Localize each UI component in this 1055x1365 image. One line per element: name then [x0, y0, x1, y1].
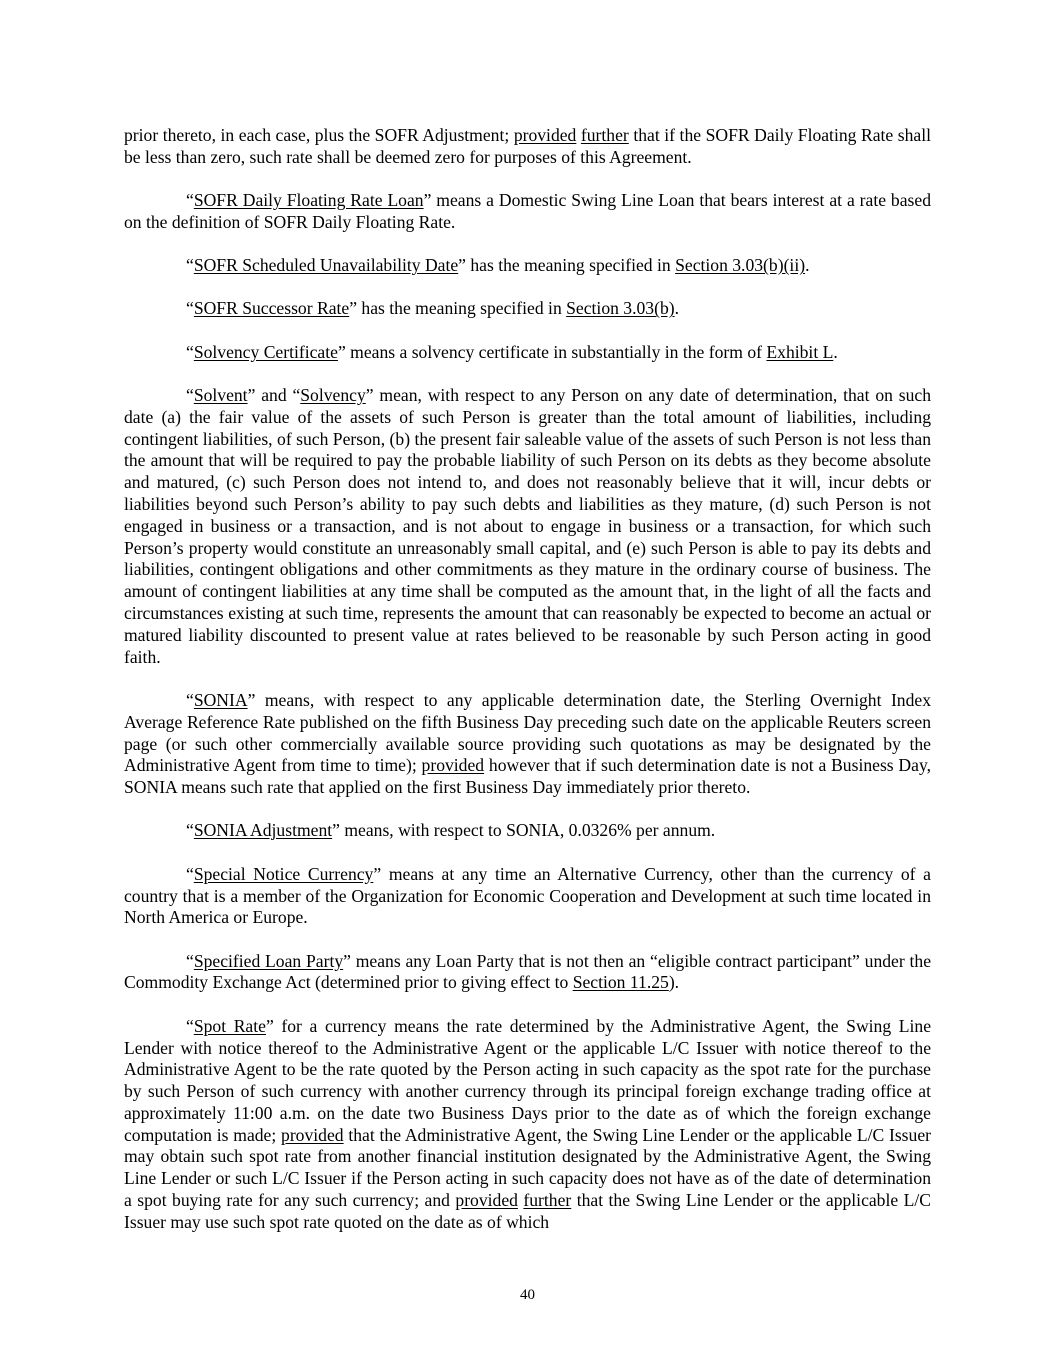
- text-run: that the Administrative Agent, the Swing Line Lender or the applicable L/C Issuer may obtain such spot rate from another financial institution designated by the Administrative Agent, the Swing Line Lender or such L/C Issuer if the Person acting in such capacity does not have as of the date of determination a spot buying rate for any such currency; and: [124, 1124, 931, 1211]
- underlined-term: Solvency: [300, 385, 366, 406]
- text-run: .: [805, 255, 810, 276]
- text-run: that the Swing Line Lender or the applicable L/C Issuer may use such spot rate quoted on the date as of which: [124, 1190, 931, 1232]
- definition-paragraph-special-notice-currency: [124, 864, 931, 929]
- text-run: ” means, with respect to any applicable determination date, the Sterling Overnight Index Average Reference Rate published on the fifth Business Day preceding such date on the applicable Reuters screen page (or such other commercially available source providing such quotations as may be designated by the Administrative Agent from time to time);: [124, 689, 931, 776]
- text-run: ” means at any time an Alternative Currency, other than the currency of a country that is a member of the Organization for Economic Cooperation and Development at such time located in North America or Europe.: [124, 863, 931, 928]
- text-run: ” and “: [247, 385, 301, 406]
- text-run: .: [674, 298, 680, 319]
- definition-paragraph-spot-rate: [124, 1016, 931, 1234]
- underlined-term: SOFR Successor Rate: [193, 298, 350, 319]
- underlined-term: provided: [421, 755, 485, 776]
- text-run: “: [186, 689, 194, 710]
- definition-paragraph-sofr-daily-floating-rate-loan: [124, 190, 931, 234]
- underlined-term: Solvency Certificate: [193, 341, 338, 362]
- text-run: “: [186, 820, 194, 841]
- definition-paragraph-sonia-adjustment: [124, 820, 931, 842]
- definition-paragraph-solvency-certificate: [124, 342, 931, 364]
- text-run: that if the SOFR Daily Floating Rate shall be less than zero, such rate shall be deemed zero for purposes of this Agreement.: [124, 125, 931, 167]
- definition-paragraph-solvent: [124, 385, 931, 668]
- text-run: ” means a Domestic Swing Line Loan that bears interest at a rate based on the definition of SOFR Daily Floating Rate.: [124, 190, 931, 232]
- text-run: ” has the meaning specified in: [349, 298, 567, 319]
- underlined-term: Section 3.03(b)(ii): [675, 255, 806, 276]
- underlined-term: Section 11.25: [572, 972, 669, 993]
- underlined-term: provided: [455, 1190, 518, 1211]
- definition-paragraph-specified-loan-party: [124, 951, 931, 995]
- text-run: “: [186, 341, 194, 362]
- text-run: .: [833, 341, 838, 362]
- text-run: ).: [668, 972, 680, 993]
- underlined-term: SONIA: [193, 689, 248, 710]
- underlined-term: further: [580, 125, 629, 145]
- text-run: “: [186, 190, 194, 211]
- underlined-term: Section 3.03(b): [566, 298, 675, 319]
- text-run: “: [186, 255, 194, 276]
- text-run: “: [186, 950, 194, 971]
- underlined-term: SOFR Scheduled Unavailability Date: [193, 255, 459, 276]
- text-run: however that if such determination date is not a Business Day, SONIA means such rate that applied on the first Business Day immediately prior thereto.: [124, 755, 931, 798]
- underlined-term: provided: [513, 125, 577, 145]
- text-run: ” means a solvency certificate in substantially in the form of: [337, 341, 767, 362]
- underlined-term: SOFR Daily Floating Rate Loan: [193, 190, 424, 211]
- text-run: prior thereto, in each case, plus the SOFR Adjustment;: [124, 125, 514, 145]
- underlined-term: Solvent: [193, 385, 248, 406]
- page-number: 40: [520, 1287, 535, 1303]
- text-run: ” mean, with respect to any Person on any date of determination, that on such date (a) the fair value of the assets of such Person is greater than the total amount of liabilities, including contingent liabilities, of such Person, (b) the present fair saleable value of the assets of such Person is not less than the amount that will be required to pay the probable liability of such Person on its debts as they become absolute and matured, (c) such Person does not intend to, and does not reasonably believe that it will, incur debts or liabilities beyond such Person’s ability to pay such debts and liabilities as they mature, (d) such Person is not engaged in business or a transaction, and is not about to engage in business or a transaction, for which such Person’s property would constitute an unreasonably small capital, and (e) such Person is able to pay its debts and liabilities, contingent obligations and other commitments as they mature in the ordinary course of business. The amount of contingent liabilities at any time shall be computed as the amount that, in the light of all the facts and circumstances existing at such time, represents the amount that can reasonably be expected to become an actual or matured liability discounted to present value at rates believed to be reasonable by such Person acting in good faith.: [124, 385, 931, 667]
- text-run: “: [186, 863, 194, 884]
- text-run: ” for a currency means the rate determined by the Administrative Agent, the Swing Line Lender with notice thereof to the Administrative Agent or the applicable L/C Issuer with notice thereof to the Administrative Agent to be the rate quoted by the Person acting in such capacity as the spot rate for the purchase by such Person of such currency with another currency through its principal foreign exchange trading office at approximately 11:00 a.m. on the date two Business Days prior to the date as of which the foreign exchange computation is made;: [124, 1015, 932, 1145]
- text-run: ” has the meaning specified in: [458, 255, 676, 276]
- underlined-term: Specified Loan Party: [193, 950, 344, 971]
- document-body: [124, 125, 931, 1255]
- definition-paragraph-sofr-daily-floating-rate-cont: [124, 125, 931, 169]
- underlined-term: Spot Rate: [193, 1015, 266, 1036]
- text-run: “: [186, 385, 194, 406]
- underlined-term: Exhibit L: [766, 341, 834, 362]
- text-run: ” means, with respect to SONIA, 0.0326% per annum.: [332, 820, 716, 841]
- underlined-term: provided: [281, 1124, 344, 1145]
- underlined-term: Special Notice Currency: [193, 863, 374, 884]
- definition-paragraph-sonia: [124, 690, 931, 799]
- definition-paragraph-sofr-scheduled-unavailability-date: [124, 255, 931, 277]
- definition-paragraph-sofr-successor-rate: [124, 298, 931, 320]
- underlined-term: further: [523, 1190, 572, 1211]
- text-run: “: [186, 298, 194, 319]
- text-run: “: [186, 1015, 194, 1036]
- underlined-term: SONIA Adjustment: [193, 820, 333, 841]
- text-run: ” means any Loan Party that is not then an “eligible contract participant” under the Commodity Exchange Act (determined prior to giving effect to: [124, 950, 932, 993]
